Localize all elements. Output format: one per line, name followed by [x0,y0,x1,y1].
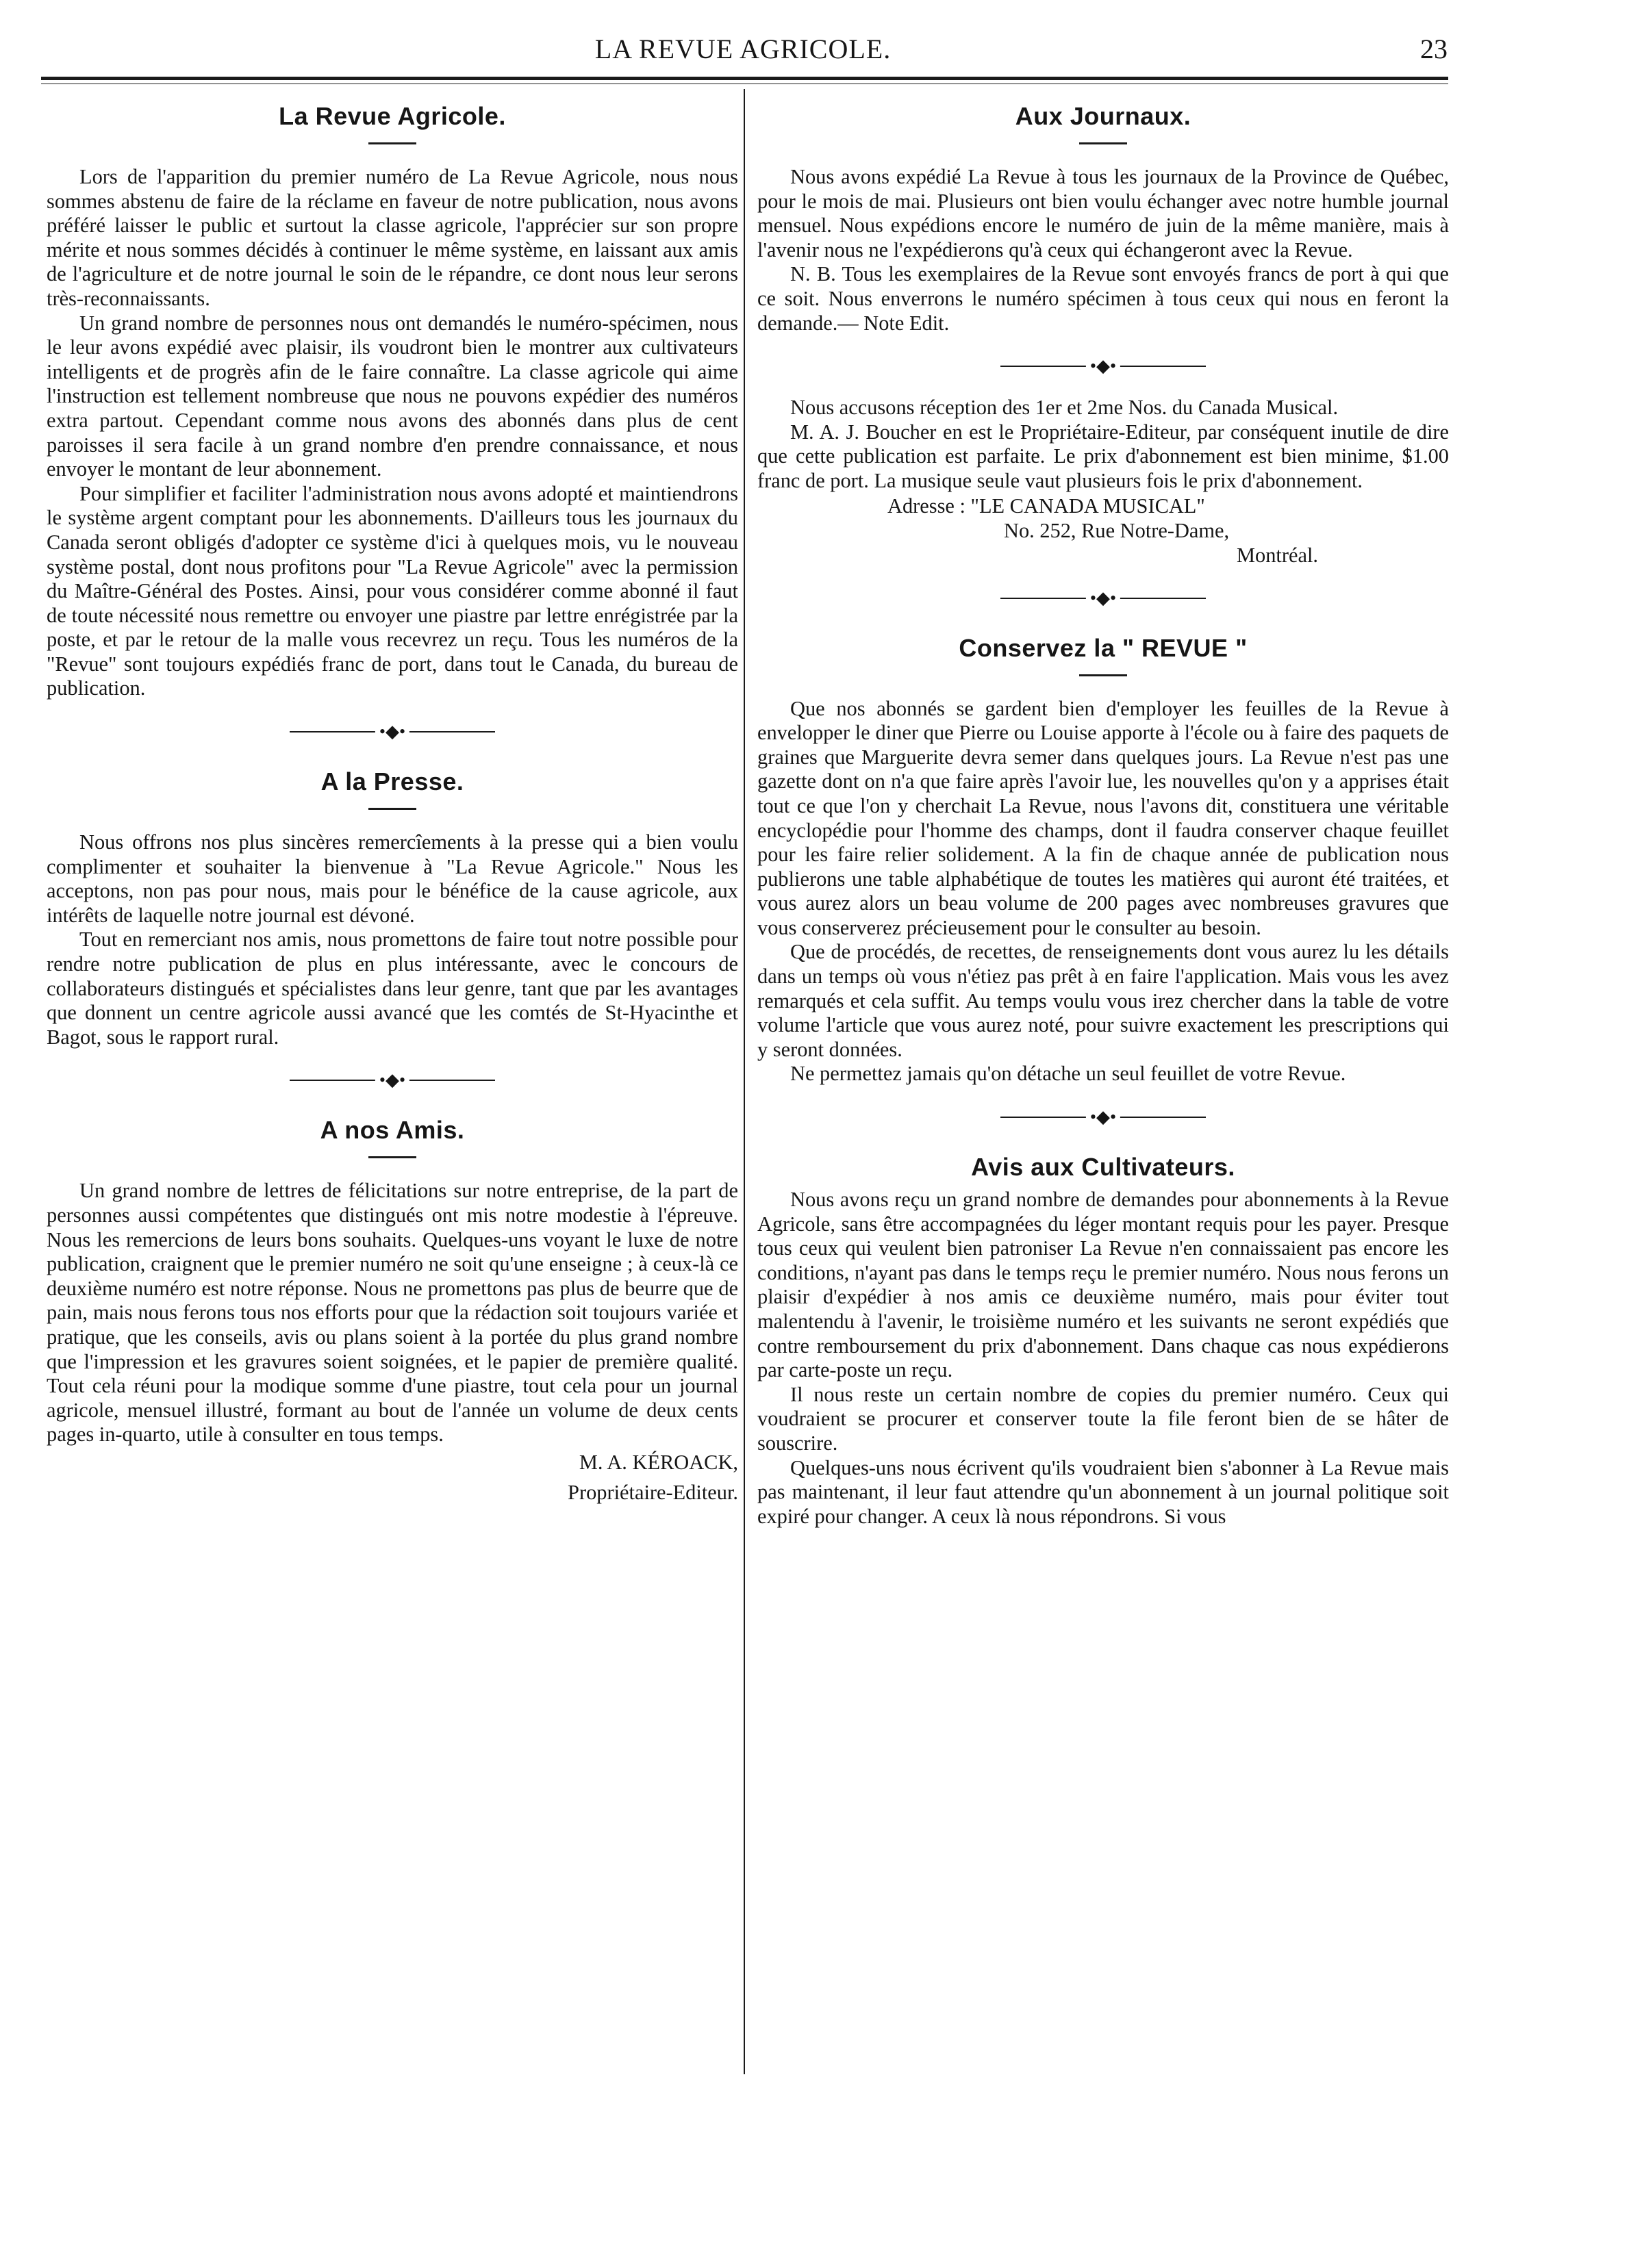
section-ornament [1000,356,1206,377]
paragraph: N. B. Tous les exemplaires de la Revue sont envoyés francs de port à qui que ce soit. Nous enverrons le numéro spécimen à tous ceux qui nous en feront la demande.— Note Edit. [757,262,1449,335]
paragraph: Pour simplifier et faciliter l'administration nous avons adopté et maintiendrons le système argent comptant pour les abonnements. D'ailleurs tous les journaux du Canada seront obligés d'adopter ce système d'ici à quelques mois, vu le nouveau système postal, dont nous profitons pour "La Revue Agricole" avec la permission du Maître-Général des Postes. Ainsi, pour vous considérer comme abonné il faut de toute nécessité nous remettre ou envoyer une piastre par lettre enrégistrée par la poste, et par le retour de la malle vous recevrez un reçu. Tous les numéros de la "Revue" sont toujours expédiés franc de port, dans tout le Canada, du bureau de publication. [47,481,738,700]
section-ornament [1000,587,1206,608]
left-column [47,96,738,1507]
article-a-la-presse [47,761,738,1049]
article-a-nos-amis [47,1110,738,1507]
title-dash [1079,674,1127,676]
paragraph: M. A. J. Boucher en est le Propriétaire-Editeur, par conséquent inutile de dire que cette publication est parfaite. Le prix d'abonnement est bien minime, $1.00 franc de port. La musique seule vaut plusieurs fois le prix d'abonnement. [757,420,1449,492]
paragraph: Nous offrons nos plus sincères remercîements à la presse qui a bien voulu complimenter et souhaiter la bienvenue à "La Revue Agricole." Nous les acceptons, non pas pour nous, mais pour le bénéfice de la cause agricole, aux intérêts de laquelle notre journal est dévoné. [47,830,738,927]
article-conservez-la-revue [757,628,1449,1087]
ornament-glyph: •◆• [375,1070,409,1091]
paragraph: Tout en remerciant nos amis, nous promettons de faire tout notre possible pour rendre notre publication de plus en plus intéressante, avec le concours de collaborateurs distingués et spécialistes dans leur genre, tant que par les avantages que donnent un centre agricole aussi avancé que les comtés de St-Hyacinthe et Bagot, sous le rapport rural. [47,928,738,1049]
article-aux-journaux [757,96,1449,335]
ornament-glyph: •◆• [1086,356,1120,377]
article-title: Aux Journaux. [1015,102,1191,130]
paragraph: Il nous reste un certain nombre de copies du premier numéro. Ceux qui voudraient se procurer et conserver toute la file feront bien de se hâter de souscrire. [757,1382,1449,1455]
paragraph: Nous avons expédié La Revue à tous les journaux de la Province de Québec, pour le mois de mai. Plusieurs ont bien voulu échanger avec notre humble journal mensuel. Nous expédions encore le numéro de juin de la même manière, mais à l'avenir nous ne l'expédierons qu'à ceux qui échangeront avec la Revue. [757,165,1449,262]
paragraph: Lors de l'apparition du premier numéro de La Revue Agricole, nous nous sommes abstenu de faire de la réclame en faveur de notre publication, nous avons préféré laisser le public et surtout la classe agricole, l'apprécier sur son propre mérite et nous sommes décidés à continuer le même système, en laissant aux amis de l'agriculture et de notre journal le soin de le répandre, ce dont nous leur serons très-reconnaissants. [47,165,738,310]
section-ornament [1000,1107,1206,1127]
header-rule [41,77,1448,80]
running-title: LA REVUE AGRICOLE. [594,34,892,64]
address-line: Adresse : "LE CANADA MUSICAL" [887,494,1205,518]
ornament-glyph: •◆• [375,722,409,742]
article-title: La Revue Agricole. [279,102,506,130]
paragraph: Un grand nombre de personnes nous ont demandés le numéro-spécimen, nous le leur avons expédié avec plaisir, ils voudront bien le montrer aux cultivateurs intelligents et de progrès afin de le faire connaître. La classe agricole qui aime l'instruction est tellement nombreuse que nous ne pouvons expédier des numéros extra partout. Cependant comme nous avons des abonnés dans plus de cent paroisses il sera facile à un grand nombre d'en prendre connaissance, et nous envoyer le montant de leur abonnement. [47,311,738,481]
article-avis-aux-cultivateurs [757,1147,1449,1529]
title-dash [368,1156,416,1158]
address-line: Montréal. [1237,543,1318,567]
article-title: A nos Amis. [320,1116,465,1145]
ornament-glyph: •◆• [1086,1107,1120,1127]
right-column [757,96,1449,1529]
address-line: No. 252, Rue Notre-Dame, [1004,518,1230,542]
paragraph: Un grand nombre de lettres de félicitations sur notre entreprise, de la part de personnes aussi compétentes que distingués ont mis notre modestie à l'épreuve. Nous les remercions de leurs bons souhaits. Quelques-uns voyant le luxe de notre publication, craignent que le premier numéro ne soit qu'une enseigne ; à ceux-là ce deuxième numéro est notre réponse. Nous ne promettons pas plus de beurre que de pain, mais nous ferons tous nos efforts pour que la rédaction soit toujours variée et pratique, que les conseils, avis ou plans soient à la portée du plus grand nombre que l'impression et les gravures soient soignées, et le papier de première qualité. Tout cela réuni pour la modique somme d'une piastre, tout cela pour un journal agricole, mensuel illustré, formant au bout de l'année un volume de deux cents pages in-quarto, utile à consulter en tous temps. [47,1179,738,1447]
article-la-revue-agricole [47,96,738,701]
article-canada-musical [757,396,1449,567]
title-dash [1079,142,1127,144]
title-dash [368,808,416,810]
paragraph: Que nos abonnés se gardent bien d'employer les feuilles de la Revue à envelopper le diner que Pierre ou Louise apporte à l'école ou à faire des paquets de graines que Marguerite devra semer dans quelques jours. La Revue n'est pas une gazette dont on n'a que faire après l'avoir lue, les nouvelles qu'on y a apprises était tout ce que l'on y cherchait La Revue, nous l'avons dit, constituera une véritable encyclopédie pour l'homme des champs, dont il faudra conserver chaque feuillet pour les faire relier solidement. A la fin de chaque année de publication nous publierons une table alphabétique de toutes les matières qui auront été traitées, et vous aurez alors un beau volume de 200 pages avec nombreuses gravures que vous conserverez précieusement pour le consulter au besoin. [757,696,1449,939]
title-dash [368,142,416,144]
column-divider [744,89,745,2074]
article-title: Avis aux Cultivateurs. [971,1153,1235,1182]
paragraph: Ne permettez jamais qu'on détache un seul feuillet de votre Revue. [790,1062,1346,1086]
running-head [41,27,1448,68]
signature-role: Propriétaire-Editeur. [568,1480,738,1504]
paragraph: Quelques-uns nous écrivent qu'ils voudraient bien s'abonner à La Revue mais pas maintenant, il leur faut attendre qu'un abonnement à un journal politique soit expiré pour changer. A ceux là nous répondrons. Si vous [757,1455,1449,1528]
signature-name: M. A. KÉROACK, [579,1450,738,1474]
page-number: 23 [1420,34,1448,64]
paragraph: Nous avons reçu un grand nombre de demandes pour abonnements à la Revue Agricole, sans être accompagnées du léger montant requis pour les payer. Presque tous ceux qui veulent bien patroniser La Revue n'en connaissaient pas encore les conditions, n'ayant pas dans le temps reçu le premier numéro. Nous nous ferons un plaisir d'expédier à nos amis ce deuxième numéro, mais pour éviter tout malentendu à l'avenir, le troisième numéro et les suivants ne seront expédiés que contre remboursement du prix d'abonnement. Dans chaque cas nous expédierons par carte-poste un reçu. [757,1188,1449,1382]
paragraph: Que de procédés, de recettes, de renseignements dont vous aurez lu les détails dans un temps où vous n'étiez pas prêt à en faire l'application. Mais vous les avez remarqués et cela suffit. Au temps voulu vous irez chercher dans la table de votre volume l'article que vous aurez noté, pour suivre exactement les prescriptions qui y seront données. [757,940,1449,1061]
section-ornament [290,1070,495,1091]
ornament-glyph: •◆• [1086,588,1120,609]
article-title: Conservez la " REVUE " [959,633,1248,662]
section-ornament [290,724,495,741]
paragraph: Nous accusons réception des 1er et 2me Nos. du Canada Musical. [790,396,1339,420]
article-title: A la Presse. [320,767,464,796]
